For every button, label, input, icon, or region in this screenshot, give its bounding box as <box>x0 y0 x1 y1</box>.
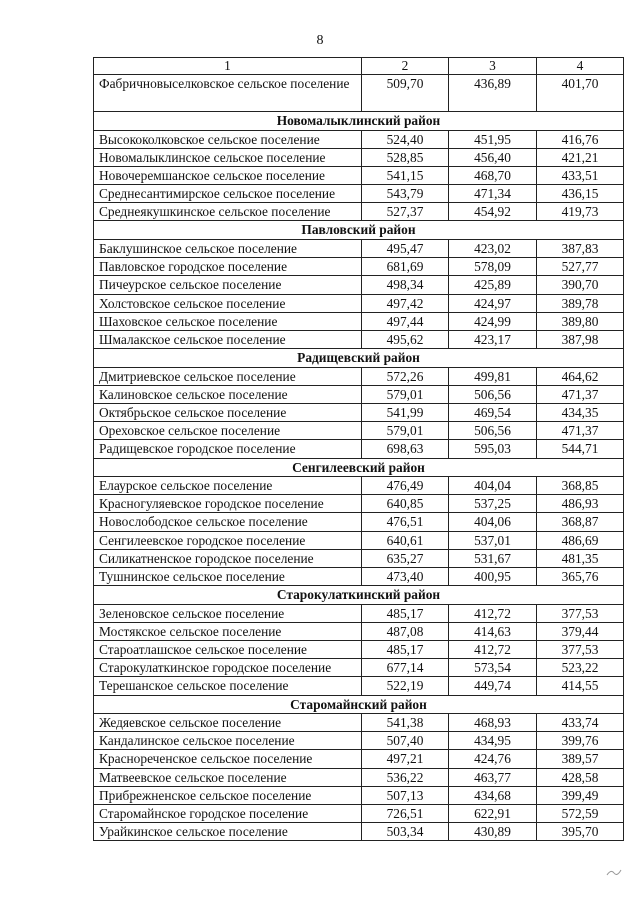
settlement-name: Калиновское сельское поселение <box>94 385 362 403</box>
value-cell-4: 572,59 <box>537 805 624 823</box>
value-cell-2: 503,34 <box>362 823 449 841</box>
value-cell-3: 578,09 <box>449 258 537 276</box>
district-title: Радищевский район <box>94 349 624 368</box>
value-cell-3: 463,77 <box>449 768 537 786</box>
value-cell-2: 640,85 <box>362 495 449 513</box>
value-cell-3: 400,95 <box>449 567 537 585</box>
value-cell-4: 523,22 <box>537 659 624 677</box>
value-cell-2: 476,51 <box>362 513 449 531</box>
value-cell-2: 524,40 <box>362 130 449 148</box>
value-cell-4: 464,62 <box>537 367 624 385</box>
table-row <box>94 203 624 221</box>
value-cell-4: 399,49 <box>537 786 624 804</box>
value-cell-2: 485,17 <box>362 641 449 659</box>
value-cell-3: 412,72 <box>449 604 537 622</box>
table-row <box>94 422 624 440</box>
settlement-name: Матвеевское сельское поселение <box>94 768 362 786</box>
table-row <box>94 130 624 148</box>
settlement-name: Красногуляевское городское поселение <box>94 495 362 513</box>
value-cell-2: 528,85 <box>362 148 449 166</box>
value-cell-4: 471,37 <box>537 385 624 403</box>
value-cell-4: 379,44 <box>537 622 624 640</box>
settlement-name: Старомайнское городское поселение <box>94 805 362 823</box>
value-cell-2: 485,17 <box>362 604 449 622</box>
settlement-name: Баклушинское сельское поселение <box>94 239 362 257</box>
table-row <box>94 641 624 659</box>
header-cell-1: 1 <box>94 58 362 75</box>
value-cell-3: 506,56 <box>449 422 537 440</box>
settlement-name: Терешанское сельское поселение <box>94 677 362 695</box>
value-cell-2: 497,21 <box>362 750 449 768</box>
settlement-name: Прибрежненское сельское поселение <box>94 786 362 804</box>
district-title: Старомайнский район <box>94 695 624 714</box>
value-cell-2: 497,42 <box>362 294 449 312</box>
table-row <box>94 367 624 385</box>
table-row <box>94 239 624 257</box>
value-cell-3: 506,56 <box>449 385 537 403</box>
table-row <box>94 677 624 695</box>
value-cell-2: 541,38 <box>362 714 449 732</box>
table-row <box>94 750 624 768</box>
value-cell-3: 436,89 <box>449 75 537 112</box>
table-row <box>94 567 624 585</box>
value-cell-4: 471,37 <box>537 422 624 440</box>
value-cell-3: 412,72 <box>449 641 537 659</box>
value-cell-4: 527,77 <box>537 258 624 276</box>
district-header-row <box>94 695 624 714</box>
settlement-name: Новослободское сельское поселение <box>94 513 362 531</box>
table-body <box>94 58 624 841</box>
value-cell-3: 434,95 <box>449 732 537 750</box>
table-row <box>94 75 624 112</box>
settlement-name: Новомалыклинское сельское поселение <box>94 148 362 166</box>
value-cell-2: 635,27 <box>362 549 449 567</box>
settlement-name: Холстовское сельское поселение <box>94 294 362 312</box>
value-cell-4: 434,35 <box>537 403 624 421</box>
value-cell-2: 677,14 <box>362 659 449 677</box>
value-cell-4: 387,83 <box>537 239 624 257</box>
value-cell-4: 421,21 <box>537 148 624 166</box>
value-cell-2: 527,37 <box>362 203 449 221</box>
value-cell-2: 509,70 <box>362 75 449 112</box>
table-row <box>94 294 624 312</box>
value-cell-4: 433,74 <box>537 714 624 732</box>
settlement-name: Октябрьское сельское поселение <box>94 403 362 421</box>
value-cell-3: 424,97 <box>449 294 537 312</box>
table-row <box>94 403 624 421</box>
value-cell-4: 544,71 <box>537 440 624 458</box>
value-cell-3: 469,54 <box>449 403 537 421</box>
value-cell-4: 433,51 <box>537 166 624 184</box>
table-row <box>94 604 624 622</box>
table-row <box>94 823 624 841</box>
value-cell-2: 497,44 <box>362 312 449 330</box>
settlement-name: Урайкинское сельское поселение <box>94 823 362 841</box>
table-row <box>94 276 624 294</box>
value-cell-2: 487,08 <box>362 622 449 640</box>
settlement-name: Мостякское сельское поселение <box>94 622 362 640</box>
value-cell-2: 495,47 <box>362 239 449 257</box>
value-cell-4: 486,69 <box>537 531 624 549</box>
table-row <box>94 622 624 640</box>
value-cell-3: 404,06 <box>449 513 537 531</box>
settlement-name: Тушнинское сельское поселение <box>94 567 362 585</box>
settlement-name: Высококолковское сельское поселение <box>94 130 362 148</box>
district-title: Старокулаткинский район <box>94 586 624 605</box>
district-header-row <box>94 221 624 240</box>
value-cell-4: 365,76 <box>537 567 624 585</box>
table-row <box>94 531 624 549</box>
value-cell-2: 579,01 <box>362 385 449 403</box>
district-header-row <box>94 586 624 605</box>
value-cell-2: 698,63 <box>362 440 449 458</box>
settlement-name: Кандалинское сельское поселение <box>94 732 362 750</box>
value-cell-3: 573,54 <box>449 659 537 677</box>
value-cell-4: 387,98 <box>537 330 624 348</box>
value-cell-3: 449,74 <box>449 677 537 695</box>
value-cell-4: 486,93 <box>537 495 624 513</box>
value-cell-3: 414,63 <box>449 622 537 640</box>
settlement-name: Павловское городское поселение <box>94 258 362 276</box>
value-cell-3: 456,40 <box>449 148 537 166</box>
value-cell-4: 401,70 <box>537 75 624 112</box>
value-cell-3: 531,67 <box>449 549 537 567</box>
settlement-name: Среднеякушкинское сельское поселение <box>94 203 362 221</box>
value-cell-3: 424,76 <box>449 750 537 768</box>
value-cell-3: 423,17 <box>449 330 537 348</box>
table-row <box>94 659 624 677</box>
table-row <box>94 714 624 732</box>
settlement-name: Силикатненское городское поселение <box>94 549 362 567</box>
table-row <box>94 166 624 184</box>
table-row <box>94 805 624 823</box>
district-title: Новомалыклинский район <box>94 112 624 131</box>
settlement-name: Сенгилеевское городское поселение <box>94 531 362 549</box>
value-cell-3: 430,89 <box>449 823 537 841</box>
value-cell-2: 640,61 <box>362 531 449 549</box>
value-cell-2: 541,15 <box>362 166 449 184</box>
value-cell-2: 498,34 <box>362 276 449 294</box>
settlement-name: Староатлашское сельское поселение <box>94 641 362 659</box>
table-row <box>94 495 624 513</box>
value-cell-4: 368,87 <box>537 513 624 531</box>
value-cell-4: 428,58 <box>537 768 624 786</box>
value-cell-2: 536,22 <box>362 768 449 786</box>
table-row <box>94 477 624 495</box>
value-cell-2: 522,19 <box>362 677 449 695</box>
settlement-name: Фабричновыселковское сельское поселение <box>94 75 362 112</box>
header-row <box>94 58 624 75</box>
table-row <box>94 385 624 403</box>
table-row <box>94 330 624 348</box>
value-cell-4: 395,70 <box>537 823 624 841</box>
value-cell-3: 424,99 <box>449 312 537 330</box>
value-cell-2: 495,62 <box>362 330 449 348</box>
value-cell-3: 423,02 <box>449 239 537 257</box>
margin-mark <box>606 867 622 877</box>
value-cell-3: 499,81 <box>449 367 537 385</box>
value-cell-3: 468,70 <box>449 166 537 184</box>
value-cell-4: 399,76 <box>537 732 624 750</box>
settlement-name: Елаурское сельское поселение <box>94 477 362 495</box>
value-cell-2: 572,26 <box>362 367 449 385</box>
value-cell-2: 507,13 <box>362 786 449 804</box>
value-cell-2: 507,40 <box>362 732 449 750</box>
value-cell-3: 595,03 <box>449 440 537 458</box>
table-row <box>94 312 624 330</box>
header-cell-2: 2 <box>362 58 449 75</box>
value-cell-3: 451,95 <box>449 130 537 148</box>
value-cell-3: 537,25 <box>449 495 537 513</box>
value-cell-4: 481,35 <box>537 549 624 567</box>
table-row <box>94 732 624 750</box>
table-row <box>94 768 624 786</box>
value-cell-2: 541,99 <box>362 403 449 421</box>
table-row <box>94 549 624 567</box>
table-row <box>94 185 624 203</box>
value-cell-4: 414,55 <box>537 677 624 695</box>
settlement-name: Старокулаткинское городское поселение <box>94 659 362 677</box>
value-cell-2: 681,69 <box>362 258 449 276</box>
page-number: 8 <box>316 33 324 48</box>
tariff-table <box>93 57 624 841</box>
value-cell-4: 390,70 <box>537 276 624 294</box>
value-cell-3: 468,93 <box>449 714 537 732</box>
settlement-name: Радищевское городское поселение <box>94 440 362 458</box>
settlement-name: Шмалакское сельское поселение <box>94 330 362 348</box>
value-cell-3: 425,89 <box>449 276 537 294</box>
value-cell-2: 476,49 <box>362 477 449 495</box>
value-cell-2: 726,51 <box>362 805 449 823</box>
table-row <box>94 513 624 531</box>
value-cell-3: 404,04 <box>449 477 537 495</box>
settlement-name: Дмитриевское сельское поселение <box>94 367 362 385</box>
value-cell-4: 377,53 <box>537 604 624 622</box>
value-cell-4: 368,85 <box>537 477 624 495</box>
settlement-name: Шаховское сельское поселение <box>94 312 362 330</box>
settlement-name: Ореховское сельское поселение <box>94 422 362 440</box>
value-cell-3: 434,68 <box>449 786 537 804</box>
district-header-row <box>94 349 624 368</box>
table-row <box>94 258 624 276</box>
header-cell-4: 4 <box>537 58 624 75</box>
value-cell-2: 579,01 <box>362 422 449 440</box>
table-row <box>94 440 624 458</box>
value-cell-2: 473,40 <box>362 567 449 585</box>
value-cell-3: 537,01 <box>449 531 537 549</box>
settlement-name: Зеленовское сельское поселение <box>94 604 362 622</box>
district-header-row <box>94 458 624 477</box>
settlement-name: Пичеурское сельское поселение <box>94 276 362 294</box>
value-cell-4: 416,76 <box>537 130 624 148</box>
value-cell-3: 471,34 <box>449 185 537 203</box>
value-cell-4: 389,80 <box>537 312 624 330</box>
value-cell-4: 377,53 <box>537 641 624 659</box>
settlement-name: Жедяевское сельское поселение <box>94 714 362 732</box>
table-row <box>94 148 624 166</box>
value-cell-2: 543,79 <box>362 185 449 203</box>
settlement-name: Новочеремшанское сельское поселение <box>94 166 362 184</box>
district-header-row <box>94 112 624 131</box>
value-cell-4: 436,15 <box>537 185 624 203</box>
value-cell-3: 622,91 <box>449 805 537 823</box>
table-row <box>94 786 624 804</box>
value-cell-3: 454,92 <box>449 203 537 221</box>
district-title: Сенгилеевский район <box>94 458 624 477</box>
header-cell-3: 3 <box>449 58 537 75</box>
value-cell-4: 419,73 <box>537 203 624 221</box>
value-cell-4: 389,78 <box>537 294 624 312</box>
settlement-name: Краснореченское сельское поселение <box>94 750 362 768</box>
settlement-name: Среднесантимирское сельское поселение <box>94 185 362 203</box>
district-title: Павловский район <box>94 221 624 240</box>
value-cell-4: 389,57 <box>537 750 624 768</box>
